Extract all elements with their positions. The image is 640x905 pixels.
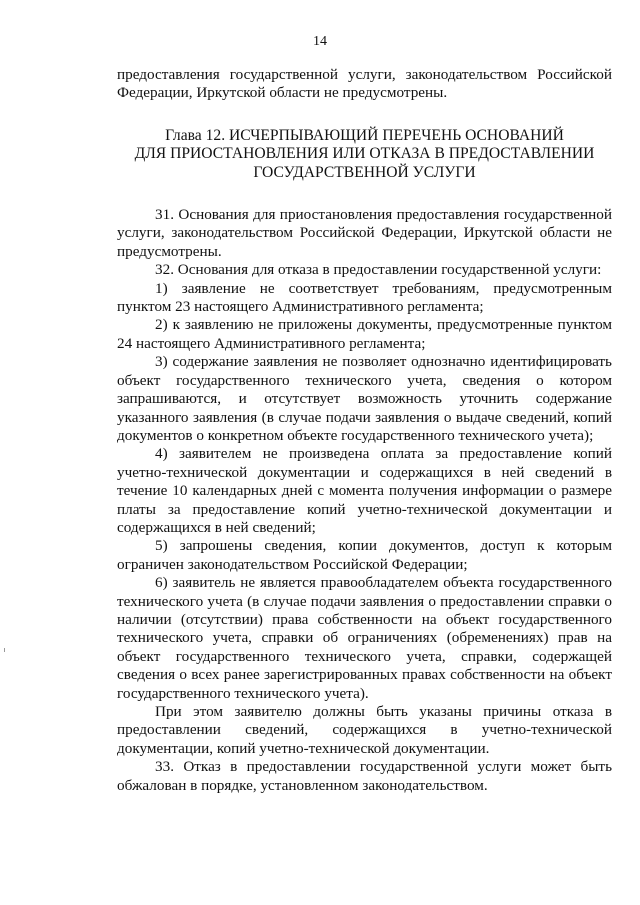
list-item-5: 5) запрошены сведения, копии документов, доступ к которым ограничен законодательством Российской Федерации;	[117, 537, 612, 573]
intro-paragraph: предоставления государственной услуги, законодательством Российской Федерации, Иркутской области не предусмотрены.	[117, 66, 612, 102]
refusal-reasons-note: При этом заявителю должны быть указаны причины отказа в предоставлении сведений, содержащихся в учетно-технической документации, копий учетно-технической документации.	[117, 703, 612, 757]
list-item-1: 1) заявление не соответствует требованиям, предусмотренным пунктом 23 настоящего Административного регламента;	[117, 279, 612, 316]
paragraph-32: 32. Основания для отказа в предоставлении государственной услуги:	[155, 261, 602, 279]
heading-line-3: ГОСУДАРСТВЕННОЙ УСЛУГИ	[253, 163, 476, 181]
list-item-2: 2) к заявлению не приложены документы, предусмотренные пунктом 24 настоящего Административного регламента;	[117, 316, 612, 352]
document-body	[117, 66, 612, 795]
scan-mark	[4, 648, 5, 652]
heading-line-1: Глава 12. ИСЧЕРПЫВАЮЩИЙ ПЕРЕЧЕНЬ ОСНОВАНИЙ	[165, 126, 564, 144]
list-item-6: 6) заявитель не является правообладателем объекта государственного технического учета (в случае подачи заявления о предоставлении справки о наличии (отсутствии) права собственности на объект государственного технического учета, справки об ограничениях (обременениях) прав на объект государственного технического учета, справки, содержащей сведения о всех ранее зарегистрированных правах собственности на объект государственного технического учета).	[117, 574, 612, 702]
chapter-heading	[117, 127, 612, 182]
list-item-3: 3) содержание заявления не позволяет однозначно идентифицировать объект государственного технического учета, сведения о котором запрашиваются, и отсутствует возможность уточнить содержание указанного заявления (в случае подачи заявления о выдаче сведений, копий документов о конкретном объекте государственного технического учета);	[117, 353, 612, 444]
paragraph-33: 33. Отказ в предоставлении государственной услуги может быть обжалован в порядке, установленном законодательством.	[117, 758, 612, 794]
heading-line-2: ДЛЯ ПРИОСТАНОВЛЕНИЯ ИЛИ ОТКАЗА В ПРЕДОСТАВЛЕНИИ	[134, 145, 595, 163]
list-item-4: 4) заявителем не произведена оплата за предоставление копий учетно-технической документации и содержащихся в ней сведений в течение 10 календарных дней с момента получения информации о размере платы за предоставление копий учетно-технической документации и содержащихся в ней сведений;	[117, 445, 612, 536]
paragraph-31: 31. Основания для приостановления предоставления государственной услуги, законодательством Российской Федерации, Иркутской области не предусмотрены.	[117, 206, 612, 260]
page-number: 14	[313, 34, 327, 49]
